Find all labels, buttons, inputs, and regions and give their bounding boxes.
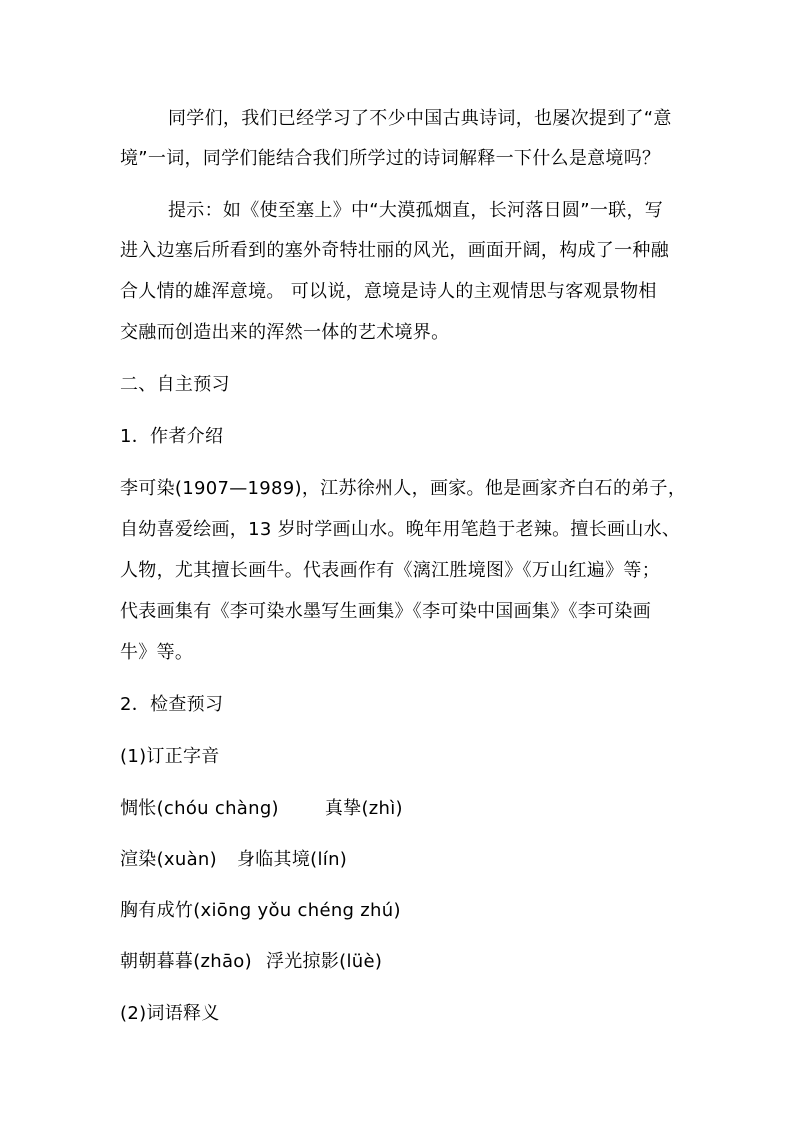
intro-paragraph-2-line-4: 交融而创造出来的浑然一体的艺术境界。 — [120, 322, 450, 343]
pronunciation-item: 朝朝暮暮(zhāo) — [120, 951, 252, 972]
subheading-author-intro: 1．作者介绍 — [120, 426, 224, 447]
pronunciation-row-3 — [120, 899, 401, 923]
pronunciation-item: 身临其境(lín) — [236, 849, 348, 870]
subheading-word-meaning: (2)词语释义 — [120, 1003, 220, 1024]
intro-paragraph-2-line-2: 进入边塞后所看到的塞外奇特壮丽的风光，画面开阔，构成了一种融 — [120, 240, 669, 261]
author-paragraph-line-4: 代表画集有《李可染水墨写生画集》《李可染中国画集》《李可染画 — [120, 601, 651, 622]
author-paragraph-line-1: 李可染(1907—1989)，江苏徐州人，画家。他是画家齐白石的弟子， — [120, 478, 687, 499]
author-paragraph-line-2: 自幼喜爱绘画，13 岁时学画山水。晚年用笔趋于老辣。擅长画山水、 — [120, 519, 681, 540]
subheading-pronunciation: (1)订正字音 — [120, 746, 220, 767]
pronunciation-item: 浮光掠影(lüè) — [265, 951, 383, 972]
author-paragraph-line-5: 牛》等。 — [120, 642, 194, 663]
pronunciation-item: 渲染(xuàn) — [120, 849, 217, 870]
section-heading: 二、自主预习 — [120, 374, 230, 395]
author-paragraph-line-3: 人物，尤其擅长画牛。代表画作有《漓江胜境图》《万山红遍》等； — [120, 560, 660, 581]
intro-paragraph-1-line-2: 境”一词，同学们能结合我们所学过的诗词解释一下什么是意境吗？ — [120, 148, 661, 169]
pronunciation-row-1 — [120, 797, 403, 821]
pronunciation-row-2 — [120, 848, 347, 872]
intro-paragraph-2-line-3: 合人情的雄浑意境。 可以说，意境是诗人的主观情思与客观景物相 — [120, 281, 657, 302]
pronunciation-item: 胸有成竹(xiōng yǒu chéng zhú) — [120, 900, 401, 921]
pronunciation-item: 惆怅(chóu chàng) — [120, 798, 279, 819]
pronunciation-row-4 — [120, 950, 382, 974]
pronunciation-item: 真挚(zhì) — [324, 798, 403, 819]
subheading-check-preview: 2．检查预习 — [120, 694, 224, 715]
intro-paragraph-1-line-1: 同学们，我们已经学习了不少中国古典诗词，也屡次提到了“意 — [168, 108, 672, 129]
intro-paragraph-2-line-1: 提示：如《使至塞上》中“大漠孤烟直，长河落日圆”一联，写 — [168, 200, 664, 221]
